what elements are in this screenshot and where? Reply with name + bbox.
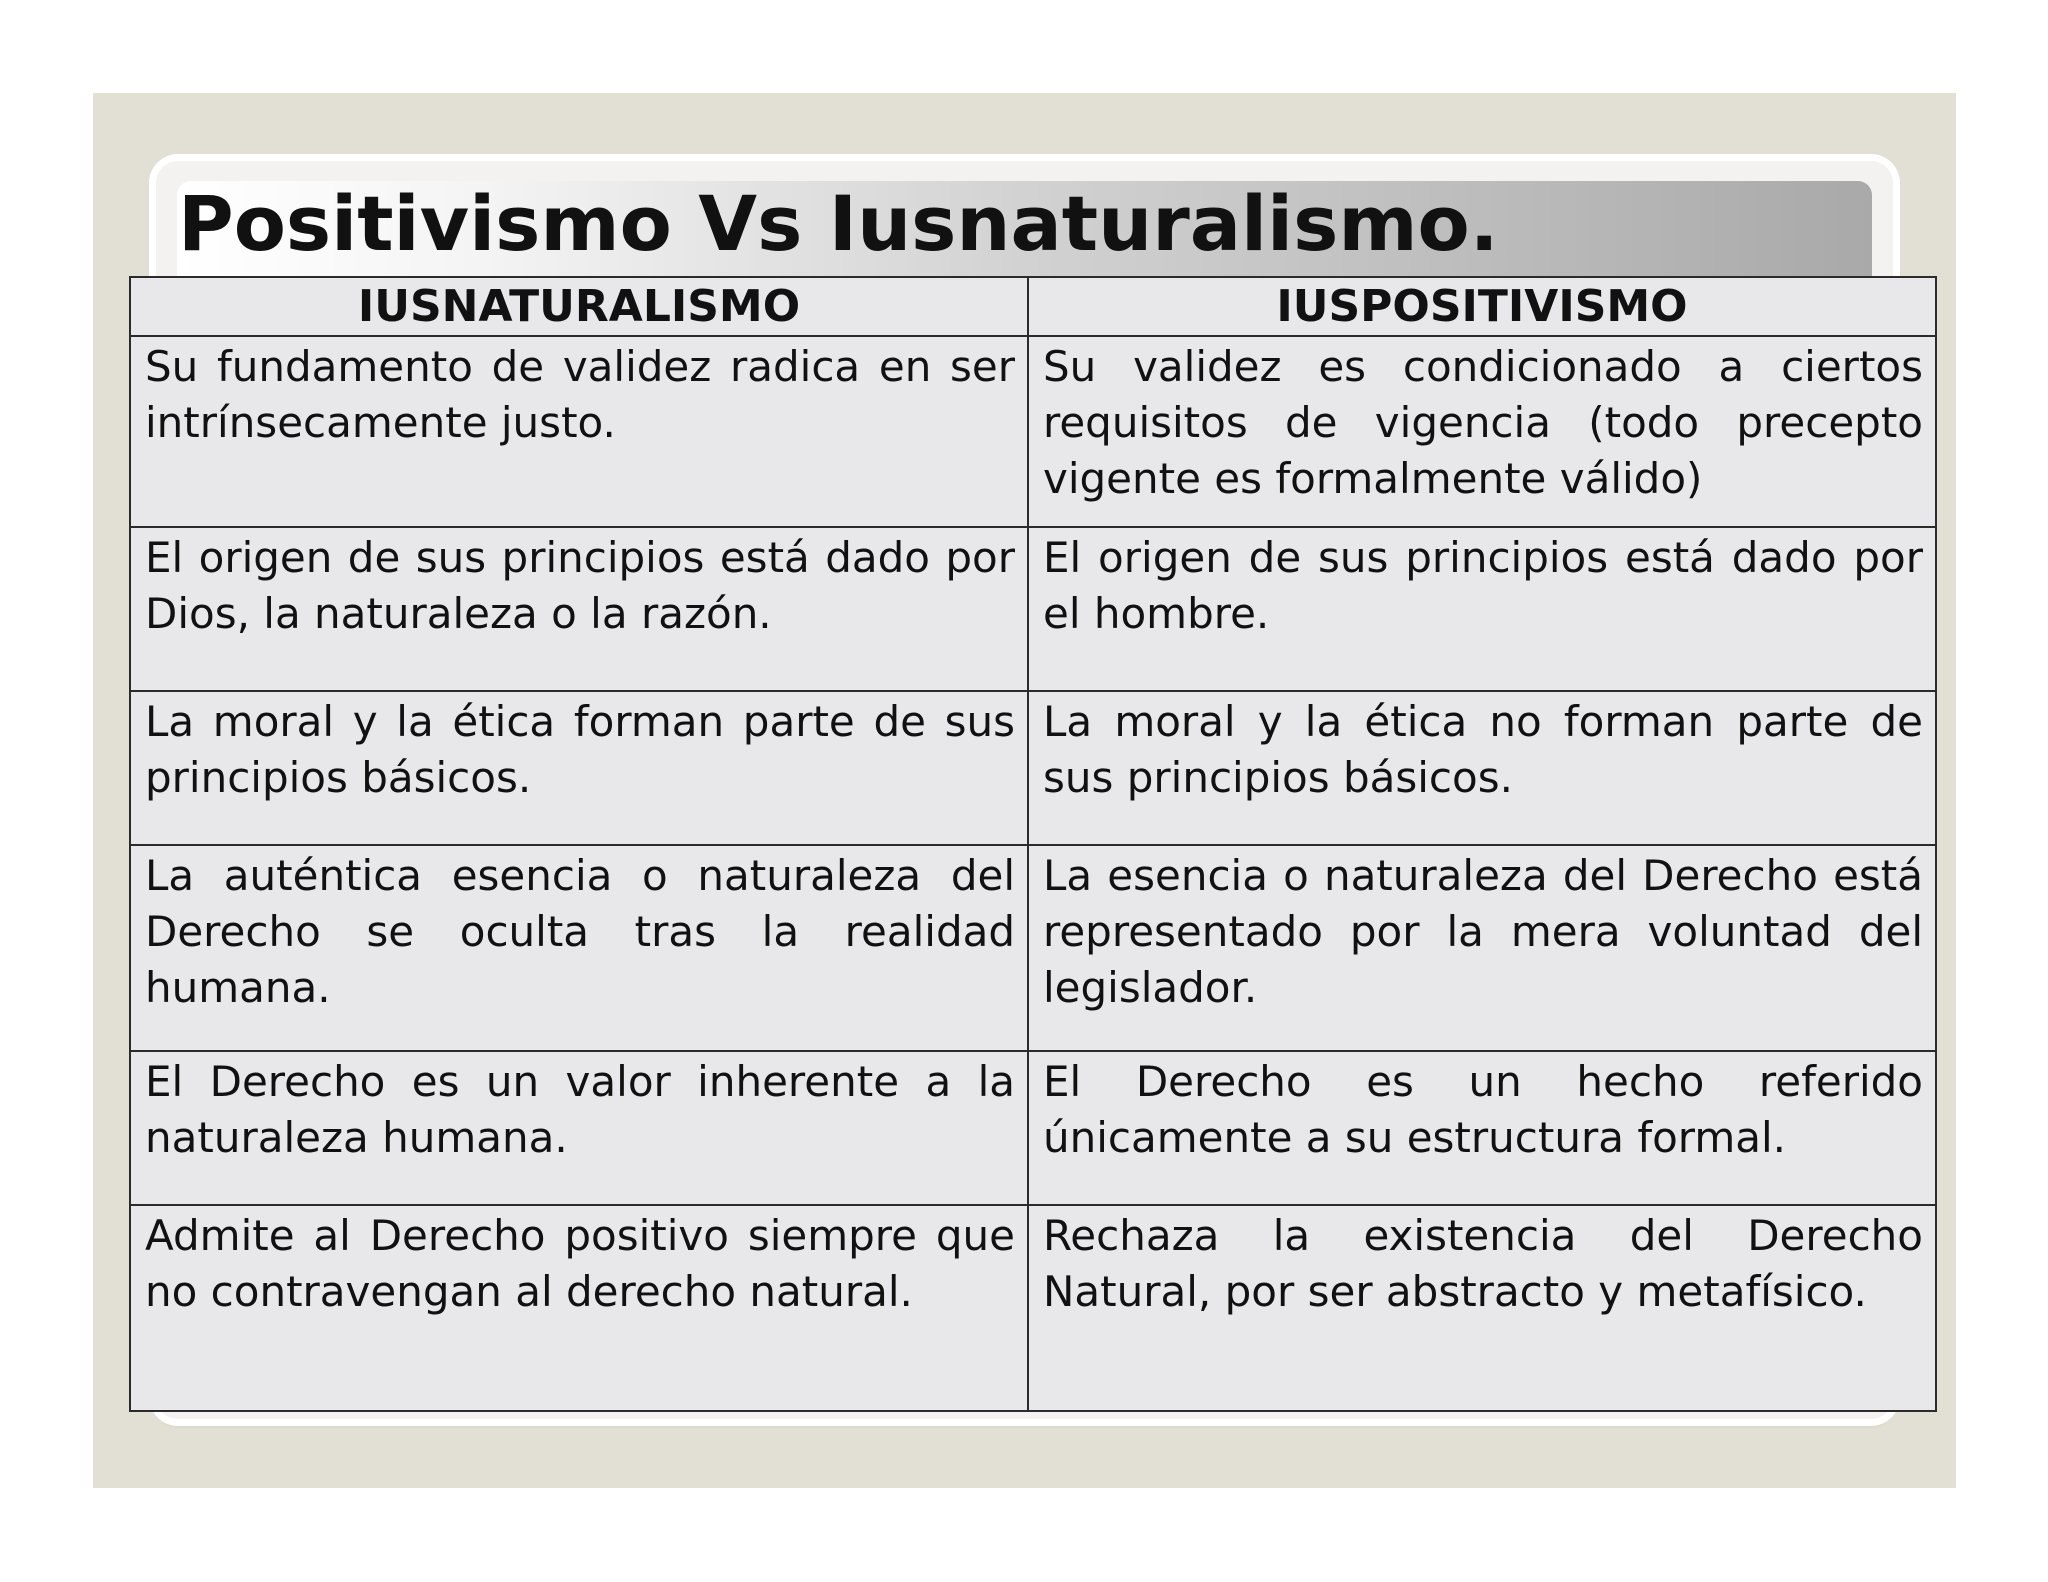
cell-iusnaturalismo: Admite al Derecho positivo siempre que no contravengan al derecho natural. [130,1205,1028,1411]
cell-iuspositivismo: Rechaza la existencia del Derecho Natural, por ser abstracto y metafísico. [1028,1205,1936,1411]
cell-iuspositivismo: Su validez es condicionado a ciertos requisitos de vigencia (todo precepto vigente es formalmente válido) [1028,336,1936,527]
table-row [130,691,1936,845]
cell-iusnaturalismo: El Derecho es un valor inherente a la naturaleza humana. [130,1051,1028,1205]
table-row [130,336,1936,527]
table-row [130,1205,1936,1411]
cell-iuspositivismo: El origen de sus principios está dado por el hombre. [1028,527,1936,691]
cell-iuspositivismo: La esencia o naturaleza del Derecho está representado por la mera voluntad del legislador. [1028,845,1936,1051]
slide-title: Positivismo Vs Iusnaturalismo. [178,179,1499,268]
table-row [130,1051,1936,1205]
table-row [130,845,1936,1051]
cell-iusnaturalismo: La moral y la ética forman parte de sus principios básicos. [130,691,1028,845]
header-iuspositivismo: IUSPOSITIVISMO [1028,277,1936,336]
cell-iuspositivismo: La moral y la ética no forman parte de sus principios básicos. [1028,691,1936,845]
table-header-row [130,277,1936,336]
cell-iusnaturalismo: El origen de sus principios está dado por Dios, la naturaleza o la razón. [130,527,1028,691]
header-iusnaturalismo: IUSNATURALISMO [130,277,1028,336]
cell-iuspositivismo: El Derecho es un hecho referido únicamente a su estructura formal. [1028,1051,1936,1205]
cell-iusnaturalismo: Su fundamento de validez radica en ser intrínsecamente justo. [130,336,1028,527]
cell-iusnaturalismo: La auténtica esencia o naturaleza del Derecho se oculta tras la realidad humana. [130,845,1028,1051]
table-row [130,527,1936,691]
comparison-table [129,276,1937,1412]
